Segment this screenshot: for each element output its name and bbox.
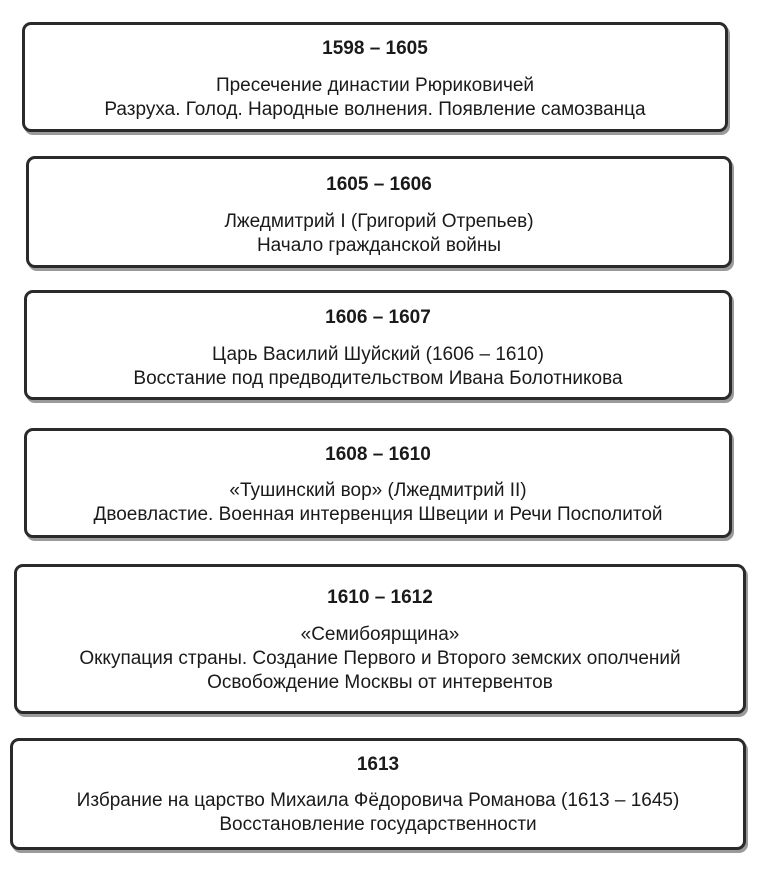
period-years: 1613 — [356, 754, 400, 775]
period-description — [79, 623, 680, 695]
period-line: Царь Василий Шуйский (1606 – 1610) — [212, 344, 544, 365]
period-box — [24, 428, 732, 538]
period-description — [104, 74, 645, 122]
period-box — [14, 564, 746, 714]
period-description — [133, 343, 622, 391]
period-line: Начало гражданской войны — [256, 235, 502, 256]
period-line: Оккупация страны. Создание Первого и Второго земских ополчений — [79, 648, 681, 669]
period-years: 1598 – 1605 — [322, 38, 428, 59]
period-box — [24, 290, 732, 400]
period-description — [93, 479, 662, 527]
period-years: 1608 – 1610 — [325, 444, 431, 465]
period-line: Освобождение Москвы от интервентов — [207, 672, 553, 693]
period-line: Восстание под предводительством Ивана Болотникова — [133, 368, 623, 389]
period-line: Лжедмитрий I (Григорий Отрепьев) — [224, 211, 534, 232]
period-line: Пресечение династии Рюриковичей — [215, 75, 535, 96]
period-line: Восстановление государственности — [219, 814, 537, 835]
period-line: «Семибоярщина» — [300, 624, 460, 645]
period-line: Избрание на царство Михаила Фёдоровича Романова (1613 – 1645) — [76, 790, 680, 811]
period-line: Двоевластие. Военная интервенция Швеции и Речи Посполитой — [93, 504, 663, 525]
period-description — [224, 210, 533, 258]
period-line: «Тушинский вор» (Лжедмитрий II) — [229, 480, 527, 501]
period-description — [77, 789, 680, 837]
period-box — [10, 738, 746, 850]
period-years: 1605 – 1606 — [326, 174, 432, 195]
period-box — [22, 22, 728, 132]
period-line: Разруха. Голод. Народные волнения. Появление самозванца — [104, 99, 646, 120]
period-years: 1606 – 1607 — [325, 307, 431, 328]
period-years: 1610 – 1612 — [327, 587, 433, 608]
period-box — [26, 156, 732, 268]
